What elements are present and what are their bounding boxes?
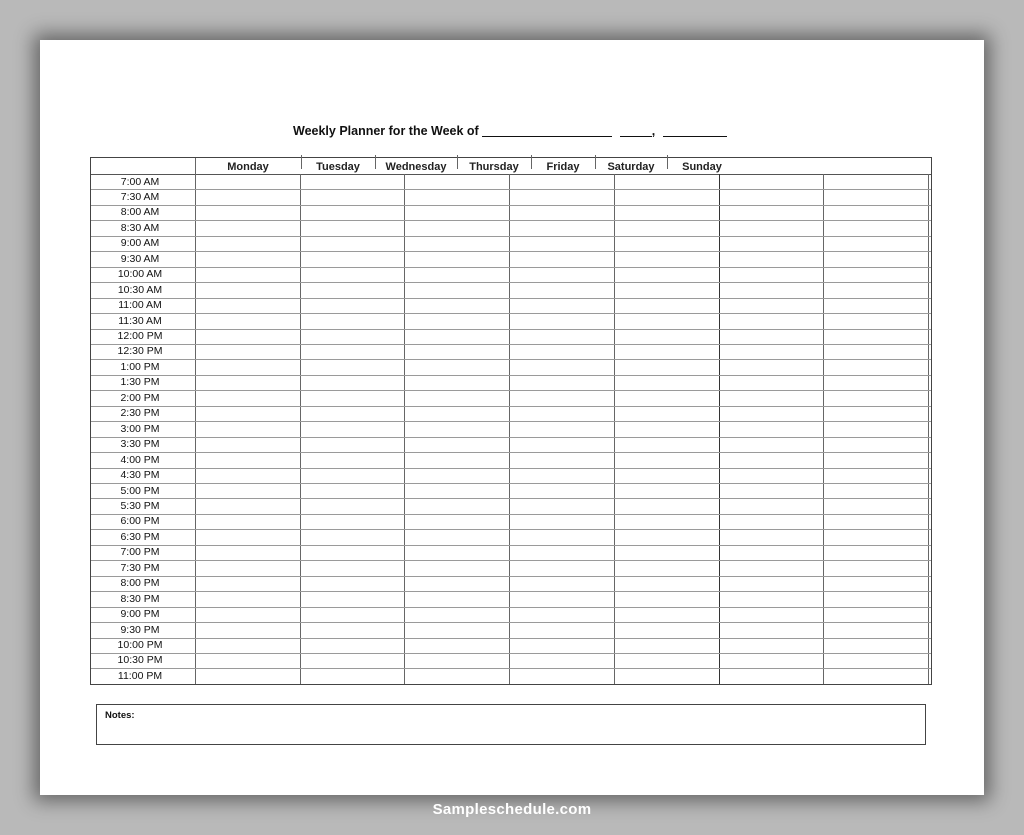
schedule-cell[interactable]	[824, 515, 927, 528]
schedule-cell[interactable]	[615, 268, 718, 281]
time-label: 10:30 AM	[117, 283, 163, 296]
schedule-cell[interactable]	[824, 639, 927, 652]
schedule-cell[interactable]	[405, 175, 508, 188]
schedule-cell[interactable]	[615, 283, 718, 296]
schedule-cell[interactable]	[301, 515, 404, 528]
schedule-cell[interactable]	[510, 407, 613, 420]
schedule-cell[interactable]	[405, 314, 508, 327]
schedule-cell[interactable]	[720, 608, 823, 621]
time-label: 8:30 PM	[120, 592, 160, 605]
day-header: Saturday	[607, 161, 655, 173]
schedule-cell[interactable]	[510, 561, 613, 574]
schedule-cell[interactable]	[510, 669, 613, 682]
schedule-cell[interactable]	[510, 530, 613, 543]
schedule-cell[interactable]	[824, 484, 927, 497]
schedule-cell[interactable]	[510, 577, 613, 590]
schedule-cell[interactable]	[720, 639, 823, 652]
schedule-cell[interactable]	[301, 237, 404, 250]
schedule-cell[interactable]	[301, 453, 404, 466]
schedule-cell[interactable]	[405, 330, 508, 343]
schedule-cell[interactable]	[720, 577, 823, 590]
schedule-cell[interactable]	[720, 268, 823, 281]
schedule-cell[interactable]	[615, 654, 718, 667]
time-label: 7:00 PM	[120, 546, 160, 559]
schedule-cell[interactable]	[196, 453, 299, 466]
schedule-cell[interactable]	[405, 453, 508, 466]
schedule-cell[interactable]	[405, 484, 508, 497]
time-label: 10:00 PM	[117, 639, 163, 651]
schedule-cell[interactable]	[510, 190, 613, 203]
schedule-cell[interactable]	[720, 237, 823, 250]
schedule-cell[interactable]	[824, 469, 927, 482]
day-header: Friday	[546, 161, 580, 173]
schedule-cell[interactable]	[615, 422, 718, 435]
schedule-cell[interactable]	[196, 669, 299, 682]
schedule-cell[interactable]	[824, 206, 927, 219]
schedule-cell[interactable]	[615, 453, 718, 466]
week-year-blank[interactable]	[663, 124, 727, 137]
schedule-cell[interactable]	[510, 499, 613, 512]
schedule-cell[interactable]	[720, 484, 823, 497]
schedule-cell[interactable]	[196, 654, 299, 667]
schedule-cell[interactable]	[510, 654, 613, 667]
schedule-cell[interactable]	[301, 283, 404, 296]
time-label: 6:00 PM	[120, 515, 160, 528]
schedule-cell[interactable]	[824, 608, 927, 621]
time-label: 6:30 PM	[120, 530, 160, 543]
schedule-cell[interactable]	[196, 422, 299, 435]
schedule-cell[interactable]	[720, 376, 823, 389]
schedule-cell[interactable]	[824, 252, 927, 265]
schedule-cell[interactable]	[720, 469, 823, 482]
schedule-cell[interactable]	[824, 592, 927, 605]
schedule-cell[interactable]	[510, 175, 613, 188]
time-label: 7:00 AM	[120, 175, 160, 188]
schedule-cell[interactable]	[720, 221, 823, 234]
schedule-cell[interactable]	[301, 407, 404, 420]
schedule-cell[interactable]	[720, 499, 823, 512]
schedule-cell[interactable]	[720, 407, 823, 420]
time-label: 10:30 PM	[117, 654, 163, 667]
schedule-cell[interactable]	[405, 499, 508, 512]
time-label: 11:00 PM	[117, 669, 163, 682]
schedule-cell[interactable]	[615, 577, 718, 590]
week-day-blank[interactable]	[620, 124, 652, 137]
time-label: 4:00 PM	[120, 453, 160, 466]
schedule-cell[interactable]	[301, 438, 404, 451]
schedule-cell[interactable]	[301, 221, 404, 234]
schedule-cell[interactable]	[615, 221, 718, 234]
time-label: 3:30 PM	[120, 438, 160, 451]
schedule-cell[interactable]	[301, 654, 404, 667]
schedule-cell[interactable]	[720, 453, 823, 466]
schedule-cell[interactable]	[824, 376, 927, 389]
schedule-cell[interactable]	[405, 669, 508, 682]
planner-page	[40, 40, 984, 795]
schedule-cell[interactable]	[720, 330, 823, 343]
schedule-cell[interactable]	[301, 376, 404, 389]
schedule-cell[interactable]	[510, 391, 613, 404]
schedule-cell[interactable]	[824, 330, 927, 343]
schedule-cell[interactable]	[405, 639, 508, 652]
schedule-cell[interactable]	[824, 314, 927, 327]
schedule-cell[interactable]	[301, 561, 404, 574]
schedule-cell[interactable]	[720, 252, 823, 265]
schedule-cell[interactable]	[196, 592, 299, 605]
schedule-cell[interactable]	[720, 345, 823, 358]
schedule-cell[interactable]	[824, 546, 927, 559]
time-label: 1:00 PM	[120, 360, 160, 373]
schedule-cell[interactable]	[301, 206, 404, 219]
schedule-cell[interactable]	[405, 376, 508, 389]
schedule-cell[interactable]	[720, 592, 823, 605]
schedule-cell[interactable]	[824, 221, 927, 234]
schedule-cell[interactable]	[405, 237, 508, 250]
schedule-cell[interactable]	[615, 314, 718, 327]
planner-title	[293, 124, 743, 138]
schedule-cell[interactable]	[615, 669, 718, 682]
header-tick	[457, 155, 458, 169]
schedule-cell[interactable]	[510, 469, 613, 482]
schedule-cell[interactable]	[510, 623, 613, 636]
schedule-cell[interactable]	[615, 330, 718, 343]
schedule-cell[interactable]	[720, 669, 823, 682]
schedule-cell[interactable]	[510, 268, 613, 281]
schedule-cell[interactable]	[196, 469, 299, 482]
schedule-cell[interactable]	[301, 669, 404, 682]
schedule-cell[interactable]	[824, 623, 927, 636]
schedule-cell[interactable]	[196, 237, 299, 250]
schedule-cell[interactable]	[405, 515, 508, 528]
schedule-cell[interactable]	[196, 175, 299, 188]
time-label: 9:00 PM	[120, 608, 160, 621]
schedule-cell[interactable]	[196, 314, 299, 327]
schedule-cell[interactable]	[301, 268, 404, 281]
schedule-cell[interactable]	[405, 546, 508, 559]
schedule-cell[interactable]	[720, 438, 823, 451]
schedule-cell[interactable]	[824, 577, 927, 590]
schedule-cell[interactable]	[301, 608, 404, 621]
time-label: 12:00 PM	[117, 330, 163, 342]
schedule-cell[interactable]	[405, 530, 508, 543]
site-watermark: Sampleschedule.com	[432, 801, 592, 818]
day-header: Wednesday	[385, 161, 447, 173]
time-label: 9:30 PM	[120, 623, 160, 636]
schedule-cell[interactable]	[301, 422, 404, 435]
schedule-cell[interactable]	[196, 407, 299, 420]
schedule-cell[interactable]	[405, 592, 508, 605]
schedule-cell[interactable]	[824, 299, 927, 312]
schedule-cell[interactable]	[824, 499, 927, 512]
schedule-cell[interactable]	[510, 283, 613, 296]
time-label: 9:30 AM	[120, 252, 160, 265]
schedule-cell[interactable]	[301, 330, 404, 343]
schedule-cell[interactable]	[510, 438, 613, 451]
schedule-cell[interactable]	[405, 577, 508, 590]
schedule-cell[interactable]	[510, 299, 613, 312]
schedule-cell[interactable]	[196, 623, 299, 636]
schedule-cell[interactable]	[405, 561, 508, 574]
schedule-cell[interactable]	[510, 330, 613, 343]
schedule-cell[interactable]	[615, 469, 718, 482]
schedule-cell[interactable]	[510, 453, 613, 466]
schedule-cell[interactable]	[301, 546, 404, 559]
title-text: Weekly Planner for the Week of	[293, 124, 479, 138]
schedule-cell[interactable]	[615, 592, 718, 605]
schedule-cell[interactable]	[824, 530, 927, 543]
schedule-cell[interactable]	[405, 422, 508, 435]
schedule-cell[interactable]	[615, 252, 718, 265]
schedule-cell[interactable]	[720, 515, 823, 528]
schedule-cell[interactable]	[824, 561, 927, 574]
day-header: Monday	[227, 161, 269, 173]
schedule-cell[interactable]	[196, 577, 299, 590]
schedule-cell[interactable]	[196, 252, 299, 265]
schedule-cell[interactable]	[615, 515, 718, 528]
schedule-cell[interactable]	[615, 299, 718, 312]
schedule-cell[interactable]	[615, 407, 718, 420]
schedule-cell[interactable]	[510, 252, 613, 265]
time-label: 5:30 PM	[120, 499, 160, 512]
schedule-grid	[90, 157, 932, 685]
schedule-cell[interactable]	[405, 391, 508, 404]
schedule-cell[interactable]	[824, 360, 927, 373]
schedule-cell[interactable]	[196, 608, 299, 621]
schedule-cell[interactable]	[301, 530, 404, 543]
schedule-cell[interactable]	[615, 546, 718, 559]
time-label: 1:30 PM	[120, 376, 160, 389]
schedule-cell[interactable]	[196, 330, 299, 343]
schedule-cell[interactable]	[615, 623, 718, 636]
schedule-cell[interactable]	[615, 499, 718, 512]
schedule-cell[interactable]	[301, 360, 404, 373]
time-label: 7:30 AM	[120, 190, 160, 203]
schedule-cell[interactable]	[405, 623, 508, 636]
time-label: 4:30 PM	[120, 469, 160, 482]
schedule-cell[interactable]	[196, 360, 299, 373]
schedule-cell[interactable]	[510, 422, 613, 435]
time-label: 11:30 AM	[118, 314, 162, 327]
day-header: Thursday	[469, 161, 519, 173]
schedule-cell[interactable]	[720, 190, 823, 203]
schedule-cell[interactable]	[510, 546, 613, 559]
schedule-cell[interactable]	[196, 206, 299, 219]
schedule-cell[interactable]	[196, 376, 299, 389]
schedule-cell[interactable]	[301, 639, 404, 652]
schedule-cell[interactable]	[301, 391, 404, 404]
schedule-cell[interactable]	[720, 360, 823, 373]
schedule-cell[interactable]	[405, 469, 508, 482]
schedule-cell[interactable]	[720, 314, 823, 327]
schedule-cell[interactable]	[196, 530, 299, 543]
schedule-cell[interactable]	[301, 623, 404, 636]
header-tick	[301, 155, 302, 169]
header-tick	[595, 155, 596, 169]
schedule-cell[interactable]	[301, 484, 404, 497]
schedule-cell[interactable]	[824, 391, 927, 404]
schedule-cell[interactable]	[615, 345, 718, 358]
schedule-cell[interactable]	[720, 422, 823, 435]
schedule-cell[interactable]	[405, 206, 508, 219]
time-label: 5:00 PM	[120, 484, 160, 497]
schedule-cell[interactable]	[196, 484, 299, 497]
schedule-cell[interactable]	[301, 299, 404, 312]
day-header: Tuesday	[316, 161, 360, 173]
week-date-blank[interactable]	[482, 124, 612, 137]
schedule-cell[interactable]	[301, 314, 404, 327]
schedule-cell[interactable]	[301, 499, 404, 512]
schedule-cell[interactable]	[405, 608, 508, 621]
time-label: 2:00 PM	[120, 391, 160, 404]
time-label: 10:00 AM	[117, 268, 163, 281]
schedule-cell[interactable]	[405, 190, 508, 203]
schedule-cell[interactable]	[196, 190, 299, 203]
schedule-cell[interactable]	[405, 283, 508, 296]
schedule-cell[interactable]	[720, 175, 823, 188]
schedule-cell[interactable]	[720, 561, 823, 574]
schedule-cell[interactable]	[824, 654, 927, 667]
schedule-cell[interactable]	[301, 345, 404, 358]
schedule-cell[interactable]	[615, 530, 718, 543]
schedule-cell[interactable]	[405, 438, 508, 451]
schedule-cell[interactable]	[615, 484, 718, 497]
schedule-cell[interactable]	[615, 561, 718, 574]
time-label: 9:00 AM	[120, 237, 160, 250]
schedule-cell[interactable]	[510, 484, 613, 497]
header-tick	[531, 155, 532, 169]
schedule-cell[interactable]	[196, 391, 299, 404]
schedule-cell[interactable]	[510, 314, 613, 327]
schedule-cell[interactable]	[824, 453, 927, 466]
time-label: 8:00 PM	[120, 577, 160, 590]
schedule-cell[interactable]	[196, 639, 299, 652]
schedule-cell[interactable]	[510, 639, 613, 652]
schedule-cell[interactable]	[196, 438, 299, 451]
schedule-cell[interactable]	[615, 608, 718, 621]
schedule-cell[interactable]	[824, 237, 927, 250]
schedule-cell[interactable]	[301, 190, 404, 203]
time-label: 3:00 PM	[120, 422, 160, 435]
schedule-cell[interactable]	[824, 422, 927, 435]
title-separator: ,	[651, 124, 656, 138]
schedule-cell[interactable]	[510, 608, 613, 621]
schedule-cell[interactable]	[720, 530, 823, 543]
schedule-cell[interactable]	[824, 669, 927, 682]
schedule-cell[interactable]	[615, 360, 718, 373]
schedule-cell[interactable]	[405, 654, 508, 667]
schedule-cell[interactable]	[405, 221, 508, 234]
schedule-cell[interactable]	[301, 175, 404, 188]
schedule-cell[interactable]	[510, 592, 613, 605]
time-label: 8:00 AM	[120, 206, 160, 219]
schedule-cell[interactable]	[615, 206, 718, 219]
schedule-cell[interactable]	[615, 237, 718, 250]
schedule-cell[interactable]	[510, 360, 613, 373]
schedule-cell[interactable]	[720, 623, 823, 636]
schedule-cell[interactable]	[196, 561, 299, 574]
schedule-cell[interactable]	[615, 175, 718, 188]
schedule-cell[interactable]	[824, 345, 927, 358]
schedule-cell[interactable]	[615, 438, 718, 451]
schedule-cell[interactable]	[405, 252, 508, 265]
schedule-cell[interactable]	[196, 283, 299, 296]
schedule-cell[interactable]	[824, 283, 927, 296]
schedule-cell[interactable]	[615, 391, 718, 404]
header-tick	[667, 155, 668, 169]
time-label: 2:30 PM	[120, 407, 160, 420]
schedule-cell[interactable]	[510, 345, 613, 358]
schedule-cell[interactable]	[196, 268, 299, 281]
schedule-cell[interactable]	[720, 546, 823, 559]
schedule-cell[interactable]	[720, 299, 823, 312]
schedule-cell[interactable]	[405, 345, 508, 358]
schedule-cell[interactable]	[301, 469, 404, 482]
schedule-cell[interactable]	[510, 237, 613, 250]
schedule-cell[interactable]	[196, 299, 299, 312]
time-label: 11:00 AM	[118, 299, 162, 312]
schedule-cell[interactable]	[510, 515, 613, 528]
header-tick	[375, 155, 376, 169]
schedule-cell[interactable]	[301, 252, 404, 265]
notes-box[interactable]	[96, 704, 926, 745]
schedule-cell[interactable]	[301, 592, 404, 605]
schedule-cell[interactable]	[510, 376, 613, 389]
schedule-cell[interactable]	[824, 438, 927, 451]
schedule-cell[interactable]	[720, 654, 823, 667]
schedule-cell[interactable]	[824, 407, 927, 420]
schedule-cell[interactable]	[615, 190, 718, 203]
schedule-cell[interactable]	[405, 268, 508, 281]
schedule-cell[interactable]	[824, 190, 927, 203]
schedule-cell[interactable]	[301, 577, 404, 590]
schedule-cell[interactable]	[615, 376, 718, 389]
schedule-cell[interactable]	[196, 345, 299, 358]
schedule-cell[interactable]	[196, 221, 299, 234]
schedule-cell[interactable]	[720, 391, 823, 404]
day-header: Sunday	[682, 161, 722, 173]
schedule-cell[interactable]	[196, 546, 299, 559]
time-label: 12:30 PM	[117, 345, 163, 358]
time-label: 7:30 PM	[120, 561, 160, 574]
schedule-cell[interactable]	[510, 206, 613, 219]
schedule-cell[interactable]	[196, 515, 299, 528]
schedule-cell[interactable]	[720, 206, 823, 219]
schedule-cell[interactable]	[405, 360, 508, 373]
schedule-cell[interactable]	[196, 499, 299, 512]
schedule-cell[interactable]	[615, 639, 718, 652]
notes-label: Notes:	[105, 710, 135, 721]
schedule-cell[interactable]	[405, 299, 508, 312]
schedule-cell[interactable]	[824, 175, 927, 188]
schedule-cell[interactable]	[510, 221, 613, 234]
schedule-cell[interactable]	[824, 268, 927, 281]
schedule-cell[interactable]	[720, 283, 823, 296]
schedule-cell[interactable]	[405, 407, 508, 420]
time-label: 8:30 AM	[120, 221, 160, 234]
